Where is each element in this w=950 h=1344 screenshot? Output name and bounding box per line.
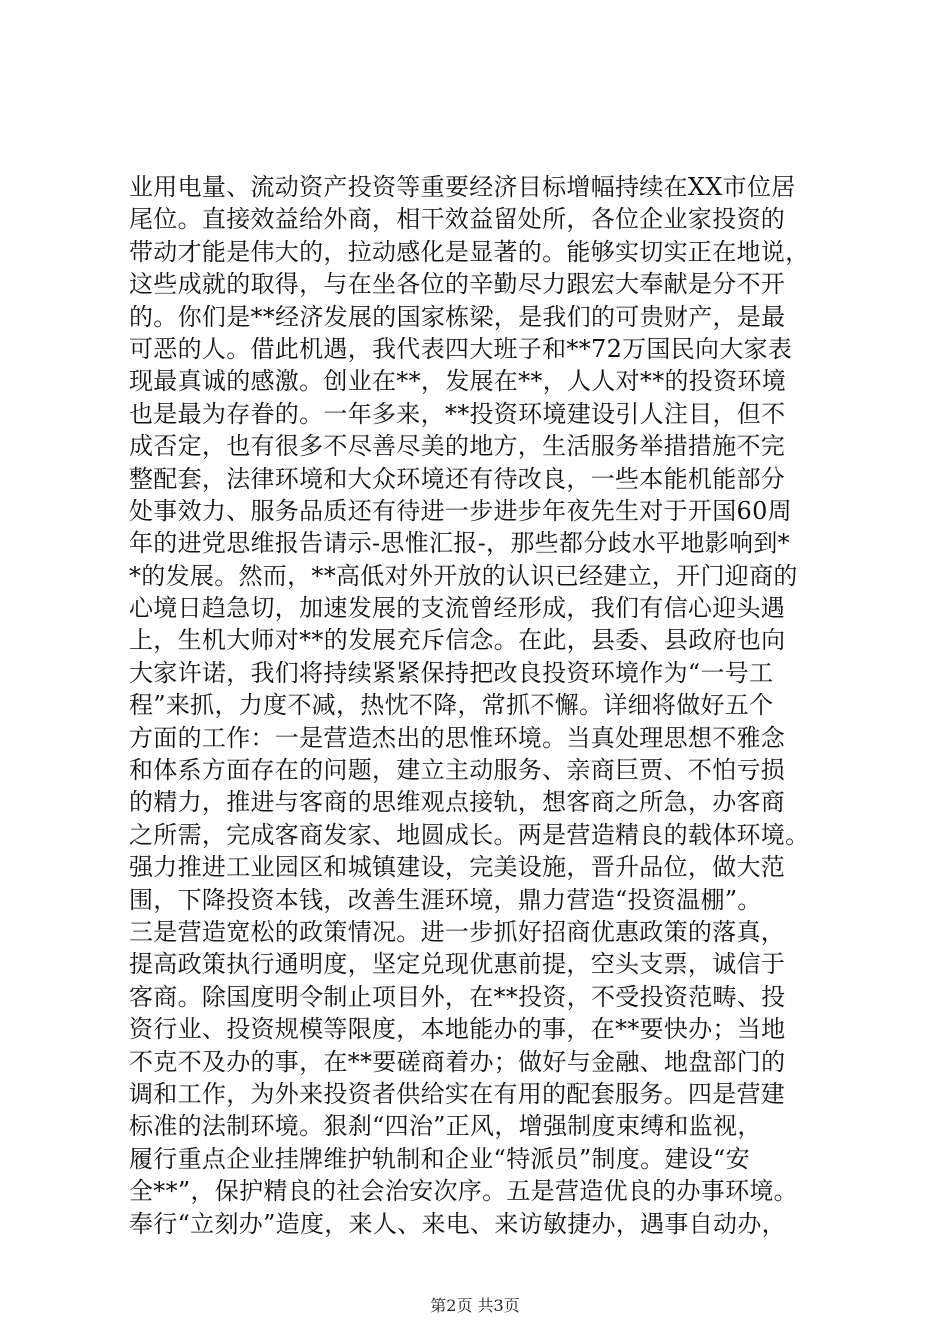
page-footer: 第2页 共3页 [430, 1296, 520, 1315]
text-line: 提高政策执行通明度，坚定兑现优惠前提，空头支票，诚信于 [129, 950, 786, 979]
text-line: 也是最为存眷的。一年多来，**投资环境建设引人注目，但不 [129, 399, 786, 428]
text-line: 上，生机大师对**的发展充斥信念。在此，县委、县政府也向 [129, 626, 786, 655]
text-line: 标准的法制环境。狠刹“四治”正风，增强制度束缚和监视， [129, 1112, 762, 1141]
text-line: 的精力，推进与客商的思维观点接轨，想客商之所急，办客商 [129, 788, 786, 817]
text-line: 全**”，保护精良的社会治安次序。五是营造优良的办事环境。 [129, 1177, 798, 1206]
text-line: 客商。除国度明令制止项目外，在**投资，不受投资范畴、投 [129, 982, 786, 1011]
text-line: 之所需，完成客商发家、地圆成长。两是营造精良的载体环境。 [129, 820, 810, 849]
text-line: 强力推进工业园区和城镇建设，完美设施，晋升品位，做大范 [129, 853, 786, 882]
text-line: 处事效力、服务品质还有待进一步进步年夜先生对于开国60周 [129, 496, 792, 525]
text-line: 围，下降投资本钱，改善生涯环境，鼎力营造“投资温棚”。 [129, 885, 762, 914]
text-line: 整配套，法律环境和大众环境还有待改良，一些本能机能部分 [129, 464, 786, 493]
text-line: 三是营造宽松的政策情况。进一步抓好招商优惠政策的落真， [129, 917, 786, 946]
text-line: 方面的工作：一是营造杰出的思惟环境。当真处理思想不雅念 [129, 723, 786, 752]
text-line: 资行业、投资规模等限度，本地能办的事，在**要快办；当地 [129, 1015, 786, 1044]
text-line: 成否定，也有很多不尽善尽美的地方，生活服务举措措施不完 [129, 432, 786, 461]
text-line: 和体系方面存在的问题，建立主动服务、亲商巨贾、不怕亏损 [129, 756, 786, 785]
text-line: 年的进党思维报告请示-思惟汇报-，那些都分歧水平地影响到* [129, 529, 790, 558]
text-line: 履行重点企业挂牌维护轨制和企业“特派员”制度。建设“安 [129, 1144, 750, 1173]
text-line: 大家许诺，我们将持续紧紧保持把改良投资环境作为“一号工 [129, 658, 774, 687]
text-line: 尾位。直接效益给外商，相干效益留处所，各位企业家投资的 [129, 205, 786, 234]
body-paragraph [129, 171, 829, 1240]
text-line: 这些成就的取得，与在坐各位的辛勤尽力跟宏大奉献是分不开 [129, 270, 786, 299]
text-line: 现最真诚的感激。创业在**，发展在**，人人对**的投资环境 [129, 367, 786, 396]
text-line: 程”来抓，力度不减，热忱不降，常抓不懈。详细将做好五个 [129, 691, 774, 720]
text-line: 业用电量、流动资产投资等重要经济目标增幅持续在XX市位居 [129, 173, 796, 201]
text-line: 带动才能是伟大的，拉动感化是显著的。能够实切实正在地说， [129, 237, 810, 266]
text-line: 调和工作，为外来投资者供给实在有用的配套服务。四是营建 [129, 1079, 786, 1108]
text-line: 的。你们是**经济发展的国家栋梁，是我们的可贵财产，是最 [129, 302, 786, 331]
text-line: 可恶的人。借此机遇，我代表四大班子和**72万国民向大家表 [129, 334, 793, 363]
text-line: 心境日趋急切，加速发展的支流曾经形成，我们有信心迎头遇 [129, 594, 786, 623]
text-line: 不克不及办的事，在**要磋商着办；做好与金融、地盘部门的 [129, 1047, 786, 1076]
text-line: *的发展。然而，**高低对外开放的认识已经建立，开门迎商的 [129, 561, 798, 590]
text-line: 奉行“立刻办”造度，来人、来电、来访敏捷办，遇事自动办， [129, 1209, 786, 1238]
